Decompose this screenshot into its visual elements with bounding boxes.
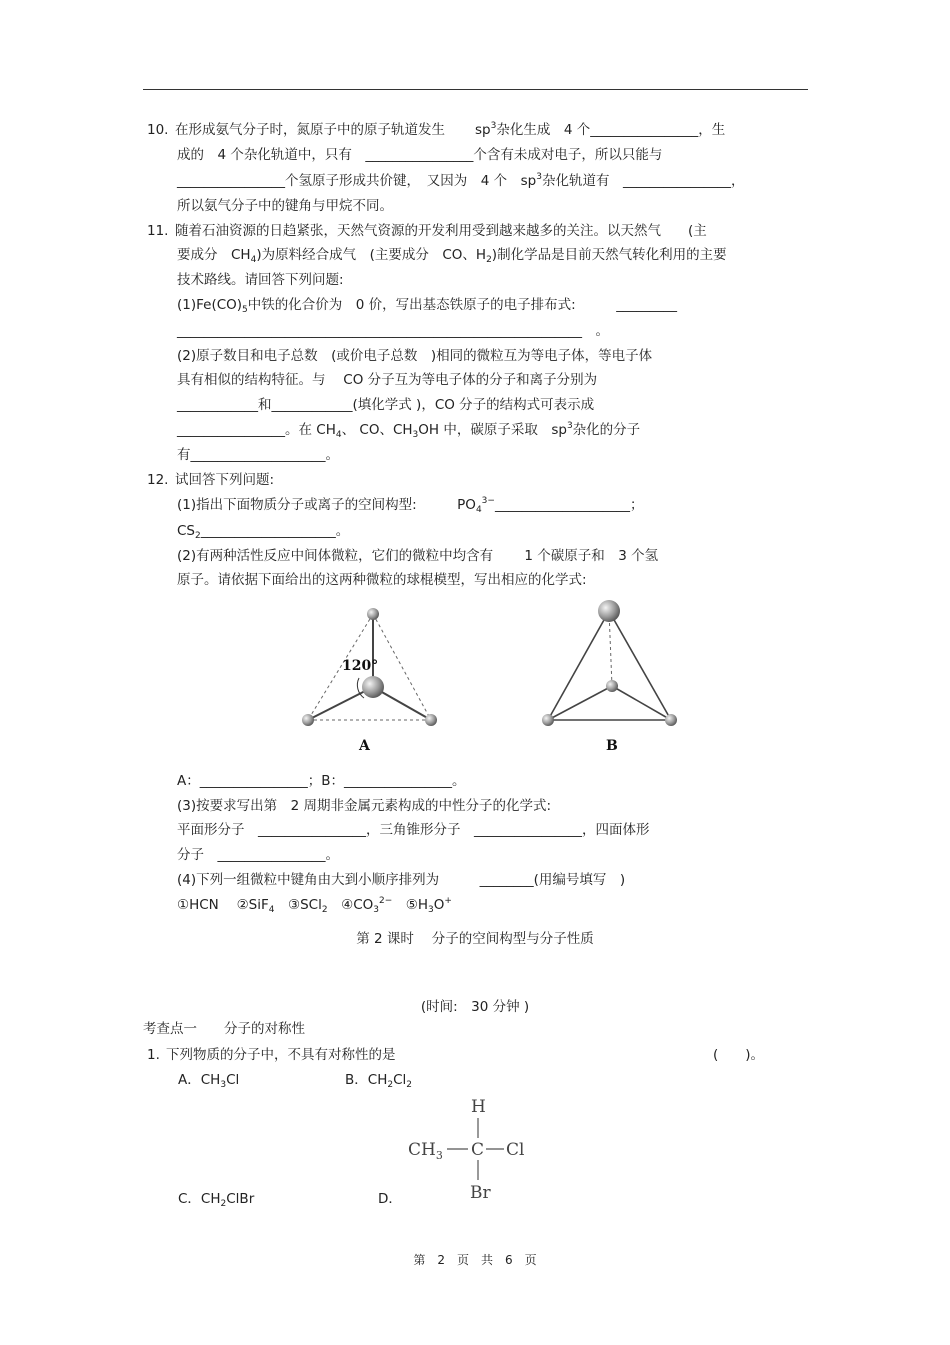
hydrogen-atom-a-left [302, 714, 314, 726]
q12-part1-line-2: $CS_2\_\_\_\_\_\_\_\_\_\_\_\_\_\_\_\_\_\_\_\_$。 [177, 523, 350, 541]
q12-part2-line-2: 原子。请依据下面给出的这两种微粒的球棍模型，写出相应的化学式: [177, 572, 587, 588]
exam-point-heading: 考查点一 分子的对称性 [143, 1021, 305, 1037]
structure-atom-br: Br [470, 1183, 491, 1203]
time-limit: (时间: 30 分钟 ) [420, 999, 530, 1015]
lesson-title: 第 2 课时 分子的空间构型与分子性质 [356, 931, 594, 947]
ball-stick-model-a [290, 600, 450, 760]
ball-stick-model-b [530, 590, 690, 760]
structure-atom-h: H [471, 1097, 486, 1117]
hydrogen-atom-b-left [542, 714, 554, 726]
q10-line-3: ________________个氢原子形成共价键， 又因为 4 个 $sp^3$杂化轨道有 ________________， [177, 172, 745, 189]
q12-number: 12. [147, 472, 169, 488]
q1-number: 1. [147, 1047, 160, 1063]
q12-ab-answer-line: A：________________；B：________________。 [177, 773, 466, 789]
structure-group-ch3: $CH_3$ [408, 1140, 443, 1162]
q10-number: 10. [147, 122, 169, 138]
q10-line-2: 成的 4 个杂化轨道中，只有 ________________个含有未成对电子，所以只能与 [177, 147, 663, 163]
q12-part1-line-1: (1)指出下面物质分子或离子的空间构型: $PO_4^{3-}\_\_\_\_\_\_\_\_\_\_\_\_\_\_\_\_\_\_\_\_$； [177, 496, 644, 515]
page-footer: 第 2 页 共 6 页 [413, 1253, 537, 1267]
carbon-atom-a [362, 676, 384, 698]
hydrogen-atom-a-top [367, 608, 379, 620]
q11-part2-line-5: 有____________________。 [177, 447, 339, 463]
hydrogen-atom-b-right [665, 714, 677, 726]
q10-line-1: 在形成氨气分子时，氮原子中的原子轨道发生 $sp^3$杂化生成 4 个________________，生 [175, 121, 726, 138]
hydrogen-atom-a-right [425, 714, 437, 726]
q11-part1-line-1: $(1)Fe(CO)_5$中铁的化合价为 0 价，写出基态铁原子的电子排布式: _________ [177, 297, 677, 315]
carbon-atom-b [598, 600, 620, 622]
q11-number: 11. [147, 223, 169, 239]
q11-part2-line-1: (2)原子数目和电子总数 (或价电子总数 )相同的微粒互为等电子体，等电子体 [177, 348, 653, 364]
q1-option-d: D． [378, 1191, 402, 1207]
q11-part2-line-2: 具有相似的结构特征。与 CO 分子互为等电子体的分子和离子分别为 [177, 372, 598, 388]
figure-a-label: A [359, 738, 370, 754]
structure-atom-c: C [471, 1140, 485, 1160]
hydrogen-atom-b-back [606, 680, 618, 692]
q12-part2-line-1: (2)有两种活性反应中间体微粒，它们的微粒中均含有 1 个碳原子和 3 个氢 [177, 548, 659, 564]
q11-line-3: 技术路线。请回答下列问题: [177, 272, 344, 288]
q12-part3-line-2: 平面形分子 ________________，三角锥形分子 ________________，四面体形 [177, 822, 650, 838]
structure-atom-cl: Cl [506, 1140, 525, 1160]
q12-line-1: 试回答下列问题: [175, 472, 275, 488]
structural-formula-d [400, 1090, 540, 1210]
q12-part4-line-2: ①HCN ②SiF$_4$ ③SCl$_2$ $④CO_3^{2-}$ $⑤H_3O^+$ [177, 896, 452, 915]
q1-option-b: B．$CH_2Cl_2$ [345, 1072, 412, 1090]
q11-part1-line-2: ____________________________________________________________ 。 [177, 323, 609, 339]
q1-stem: 下列物质的分子中，不具有对称性的是 [166, 1047, 396, 1063]
angle-label: 120° [342, 658, 379, 674]
q12-part3-line-1: (3)按要求写出第 2 周期非金属元素构成的中性分子的化学式: [177, 798, 552, 814]
q12-part3-line-3: 分子 ________________。 [177, 847, 339, 863]
q1-answer-paren: ( )。 [713, 1047, 765, 1063]
q11-part2-line-4: ________________。在 $CH_4$、 CO、$CH_3OH$ 中，碳原子采取 $sp^3$杂化的分子 [177, 421, 641, 440]
q10-line-4: 所以氨气分子中的键角与甲烷不同。 [177, 198, 393, 214]
q1-option-a: A．$CH_3Cl$ [178, 1072, 240, 1090]
q11-part2-line-3: ____________和____________(填化学式 )，CO 分子的结构式可表示成 [177, 397, 595, 413]
q1-option-c: C．$CH_2ClBr$ [178, 1191, 255, 1209]
q11-line-2: 要成分 $CH_4$)为原料经合成气 (主要成分 CO、$H_2$)制化学品是目前天然气转化利用的主要 [177, 247, 727, 265]
q11-line-1: 随着石油资源的日趋紧张，天然气资源的开发利用受到越来越多的关注。以天然气 (主 [175, 223, 707, 239]
figure-b-label: B [606, 738, 618, 754]
q12-part4-line-1: (4)下列一组微粒中键角由大到小顺序排列为 ________(用编号填写 ) [177, 872, 626, 888]
header-rule [143, 89, 808, 90]
